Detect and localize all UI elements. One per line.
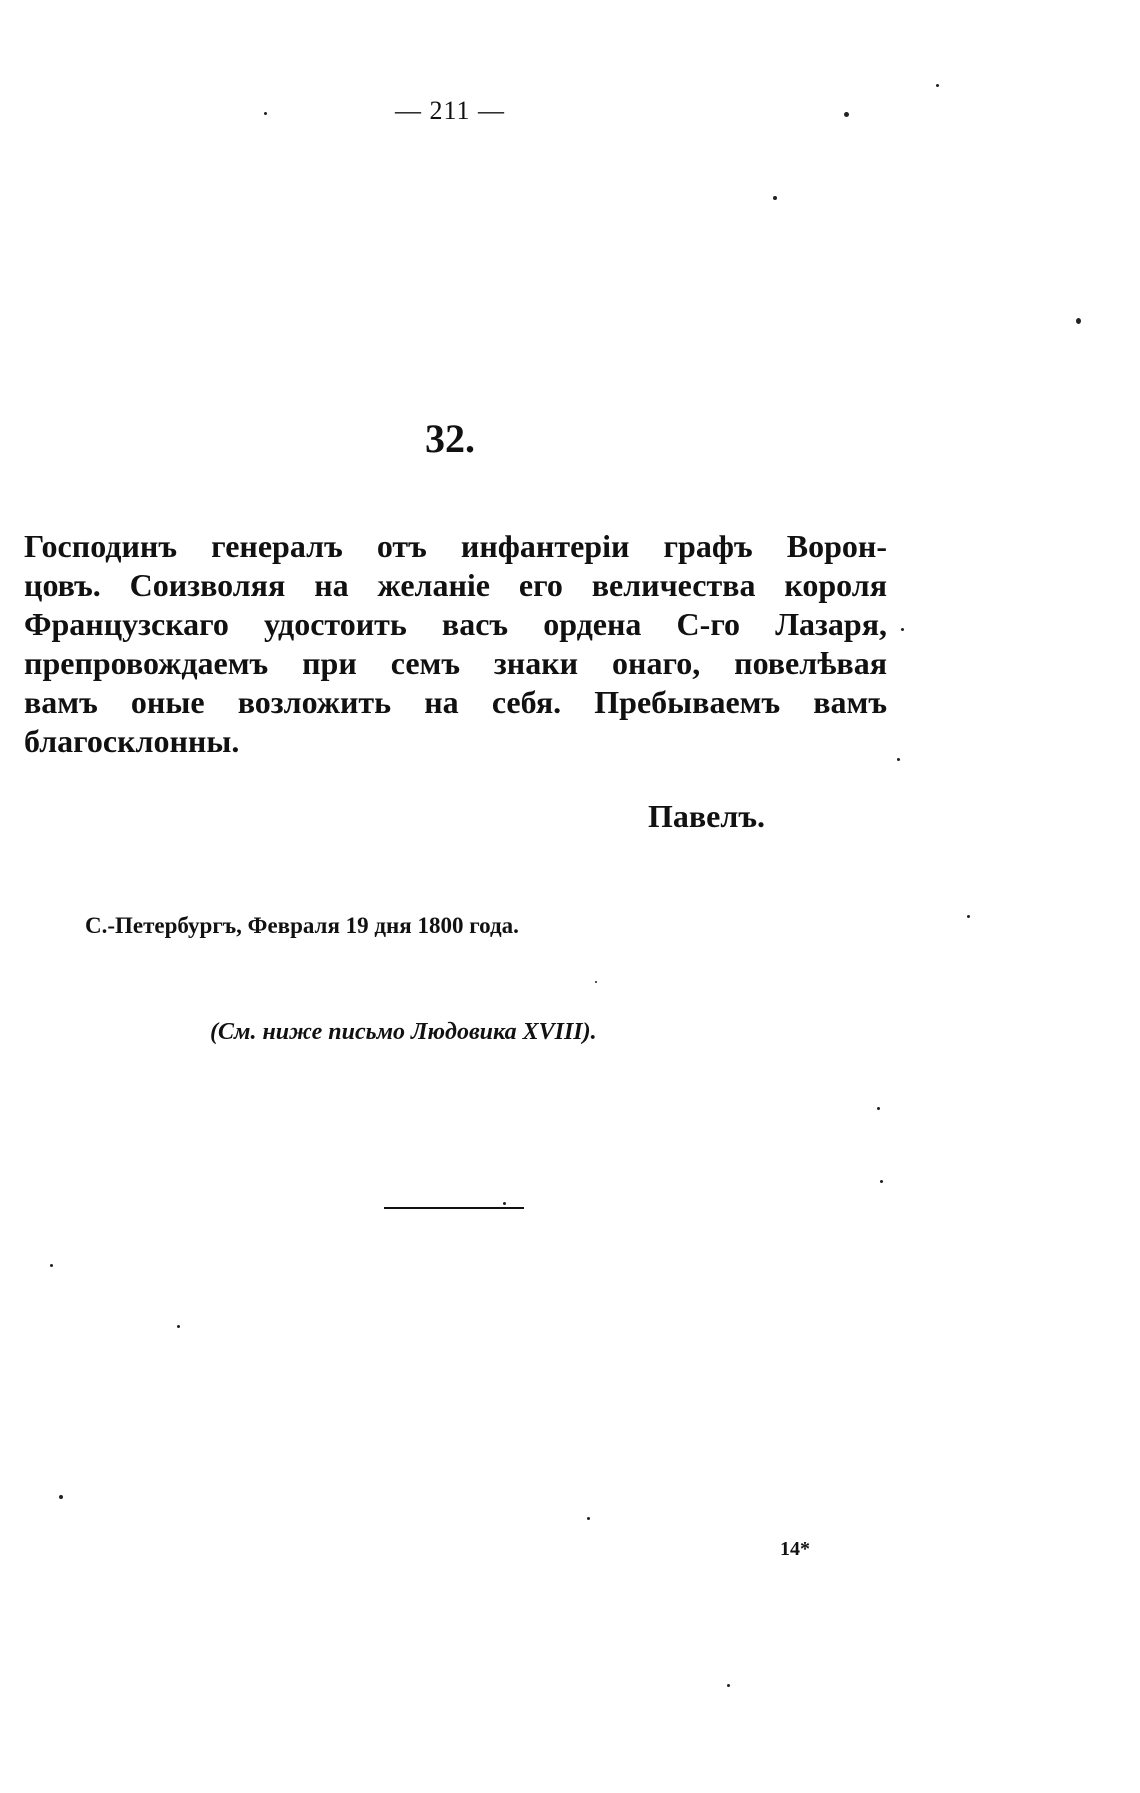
scan-speck bbox=[727, 1684, 730, 1687]
scan-speck bbox=[773, 196, 777, 200]
scan-speck bbox=[877, 1107, 880, 1110]
body-line: цовъ. Соизволяя на желаніе его величества короля bbox=[24, 567, 887, 603]
page-number-header: — 211 — bbox=[394, 96, 506, 125]
scan-speck bbox=[967, 915, 970, 918]
document-number: 32. bbox=[425, 416, 475, 461]
signature: Павелъ. bbox=[648, 798, 765, 834]
body-line: препровождаемъ при семъ знаки онаго, повелѣвая bbox=[24, 645, 887, 681]
scan-speck bbox=[844, 112, 849, 117]
scan-speck bbox=[1076, 318, 1081, 324]
body-line: Господинъ генералъ отъ инфантеріи графъ Ворон- bbox=[24, 528, 887, 564]
scan-speck bbox=[901, 628, 904, 631]
body-line: Французскаго удостоить васъ ордена С-го Лазаря, bbox=[24, 606, 887, 642]
end-rule bbox=[384, 1207, 524, 1209]
scan-speck bbox=[264, 112, 267, 115]
scan-speck bbox=[595, 981, 597, 983]
scan-speck bbox=[503, 1202, 506, 1205]
body-line: благосклонны. bbox=[24, 723, 240, 759]
scan-speck bbox=[587, 1517, 590, 1520]
letter-body bbox=[24, 527, 887, 761]
cross-reference-note: (См. ниже письмо Людовика XVIII). bbox=[210, 1019, 597, 1045]
scan-speck bbox=[177, 1325, 180, 1328]
scan-speck bbox=[936, 84, 939, 87]
place-date-line: С.-Петербургъ, Февраля 19 дня 1800 года. bbox=[85, 913, 519, 938]
scan-speck bbox=[50, 1264, 53, 1267]
printer-signature-mark: 14* bbox=[780, 1538, 810, 1560]
body-line: вамъ оные возложить на себя. Пребываемъ вамъ bbox=[24, 684, 887, 720]
scan-speck bbox=[59, 1495, 63, 1499]
scan-speck bbox=[897, 758, 900, 761]
scan-speck bbox=[880, 1180, 883, 1183]
